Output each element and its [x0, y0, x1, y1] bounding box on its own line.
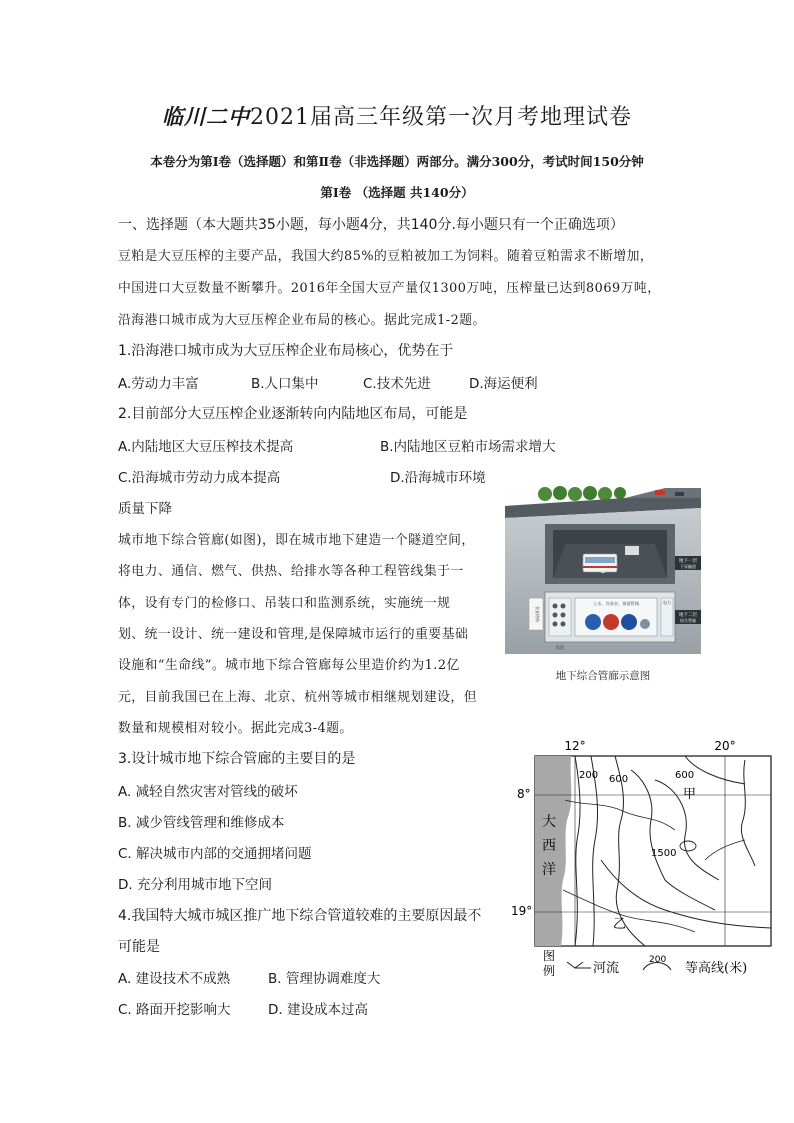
telecom-label: 电信	[555, 646, 565, 651]
part-heading: 第Ⅰ卷 （选择题 共140分）	[320, 185, 474, 200]
passage1-line: 中国进口大豆数量不断攀升。2016年全国大豆产量仅1300万吨，压榨量已达到8069万吨，	[118, 281, 661, 296]
ocean-label-2: 西	[542, 838, 556, 854]
contour-label: 1500	[651, 848, 677, 859]
floor1-label: 地下一层	[679, 559, 697, 564]
passage2-line: 划、统一设计、统一建设和管理,是保障城市运行的重要基础	[118, 627, 469, 642]
option-c: C. 解决城市内部的交通拥堵问题	[118, 846, 312, 862]
passage2-line: 元，目前我国已在上海、北京、杭州等城市相继规划建设，但	[118, 690, 478, 705]
legend-title-1: 图	[543, 949, 556, 963]
exam-title	[0, 100, 794, 131]
pipes-label: 上水、冷冻水、预留管线	[592, 601, 640, 606]
question-2-stem: 2.目前部分大豆压榨企业逐渐转向内陆地区布局，可能是	[118, 406, 468, 422]
lat-top-label: 8°	[517, 787, 531, 801]
ocean-label-3: 洋	[542, 862, 556, 878]
floor1-sublabel: 下穿隧道	[680, 564, 696, 569]
option-d: D.海运便利	[469, 376, 538, 392]
lon-right-label: 20°	[714, 740, 736, 753]
contour-label: 200	[579, 770, 599, 781]
passage2-line: 设施和“生命线”。城市地下综合管廊每公里造价约为1.2亿	[118, 658, 460, 673]
legend-title-2: 例	[543, 964, 556, 978]
option-a: A. 建设技术不成熟	[118, 971, 231, 987]
floor2-label: 地下二层	[679, 613, 697, 618]
option-b: B. 减少管线管理和维修成本	[118, 815, 285, 831]
utility-tunnel-figure	[505, 484, 701, 654]
exam-subtitle: 本卷分为第Ⅰ卷（选择题）和第Ⅱ卷（非选择题）两部分。满分300分，考试时间150分钟	[150, 154, 644, 169]
question-3-stem: 3.设计城市地下综合管廊的主要目的是	[118, 751, 356, 767]
option-b: B. 管理协调难度大	[268, 971, 381, 987]
section-heading: 一、选择题（本大题共35小题，每小题4分，共140分.每小题只有一个正确选项）	[118, 217, 624, 233]
passage1-line: 豆粕是大豆压榨的主要产品，我国大约85%的豆粕被加工为饲料。随着豆粕需求不断增加，	[118, 249, 654, 264]
option-b: B.人口集中	[251, 376, 319, 392]
option-b: B.内陆地区豆粕市场需求增大	[380, 439, 556, 455]
place-a-label: 甲	[683, 787, 697, 802]
school-name: 临川二中	[162, 105, 250, 129]
figure1-caption: 地下综合管廊示意图	[555, 670, 651, 682]
option-c: C. 路面开挖影响大	[118, 1002, 231, 1018]
river-legend-icon	[567, 962, 591, 968]
title-text: 2021届高三年级第一次月考地理试卷	[250, 105, 632, 130]
passage1-line: 沿海港口城市成为大豆压榨企业布局的核心。据此完成1-2题。	[118, 313, 486, 328]
contour-label: 600	[675, 770, 695, 781]
option-d: D.沿海城市环境	[390, 470, 486, 486]
contour-map	[505, 740, 777, 980]
passage2-line: 将电力、通信、燃气、供热、给排水等各种工程管线集于一	[118, 564, 464, 579]
ocean-label-1: 大	[542, 814, 556, 830]
lon-left-label: 12°	[564, 740, 586, 753]
power-label: 电力	[663, 600, 671, 605]
question-4-stem: 4.我国特大城市城区推广地下综合管道较难的主要原因最不	[118, 908, 482, 924]
option-d: D. 建设成本过高	[268, 1002, 368, 1018]
question-4-stem-continuation: 可能是	[118, 939, 160, 955]
passage2-line: 城市地下综合管廊(如图)，即在城市地下建造一个隧道空间，	[118, 533, 475, 548]
option-a: A. 减轻自然灾害对管线的破坏	[118, 784, 298, 800]
legend-contour-label: 等高线(米)	[685, 961, 748, 976]
option-c: C.沿海城市劳动力成本提高	[118, 470, 281, 486]
place-b-label: 乙	[613, 917, 627, 932]
passage2-line: 体，设有专门的检修口、吊装口和监测系统，实施统一规	[118, 596, 451, 611]
option-c: C.技术先进	[363, 376, 431, 392]
lat-bottom-label: 19°	[511, 904, 533, 918]
legend-contour-value: 200	[649, 955, 667, 965]
contour-label: 600	[609, 774, 629, 785]
legend-river-label: 河流	[593, 961, 620, 976]
question-1-stem: 1.沿海港口城市成为大豆压榨企业布局核心，优势在于	[118, 343, 454, 359]
option-a: A.劳动力丰富	[118, 376, 199, 392]
passage2-line: 数量和规模相对较小。据此完成3-4题。	[118, 721, 353, 736]
floor2-sublabel: 综合管廊	[680, 618, 696, 623]
option-d-continuation: 质量下降	[118, 501, 172, 517]
struct-label: 各安结构	[535, 606, 540, 622]
option-a: A.内陆地区大豆压榨技术提高	[118, 439, 294, 455]
option-d: D. 充分利用城市地下空间	[118, 877, 272, 893]
